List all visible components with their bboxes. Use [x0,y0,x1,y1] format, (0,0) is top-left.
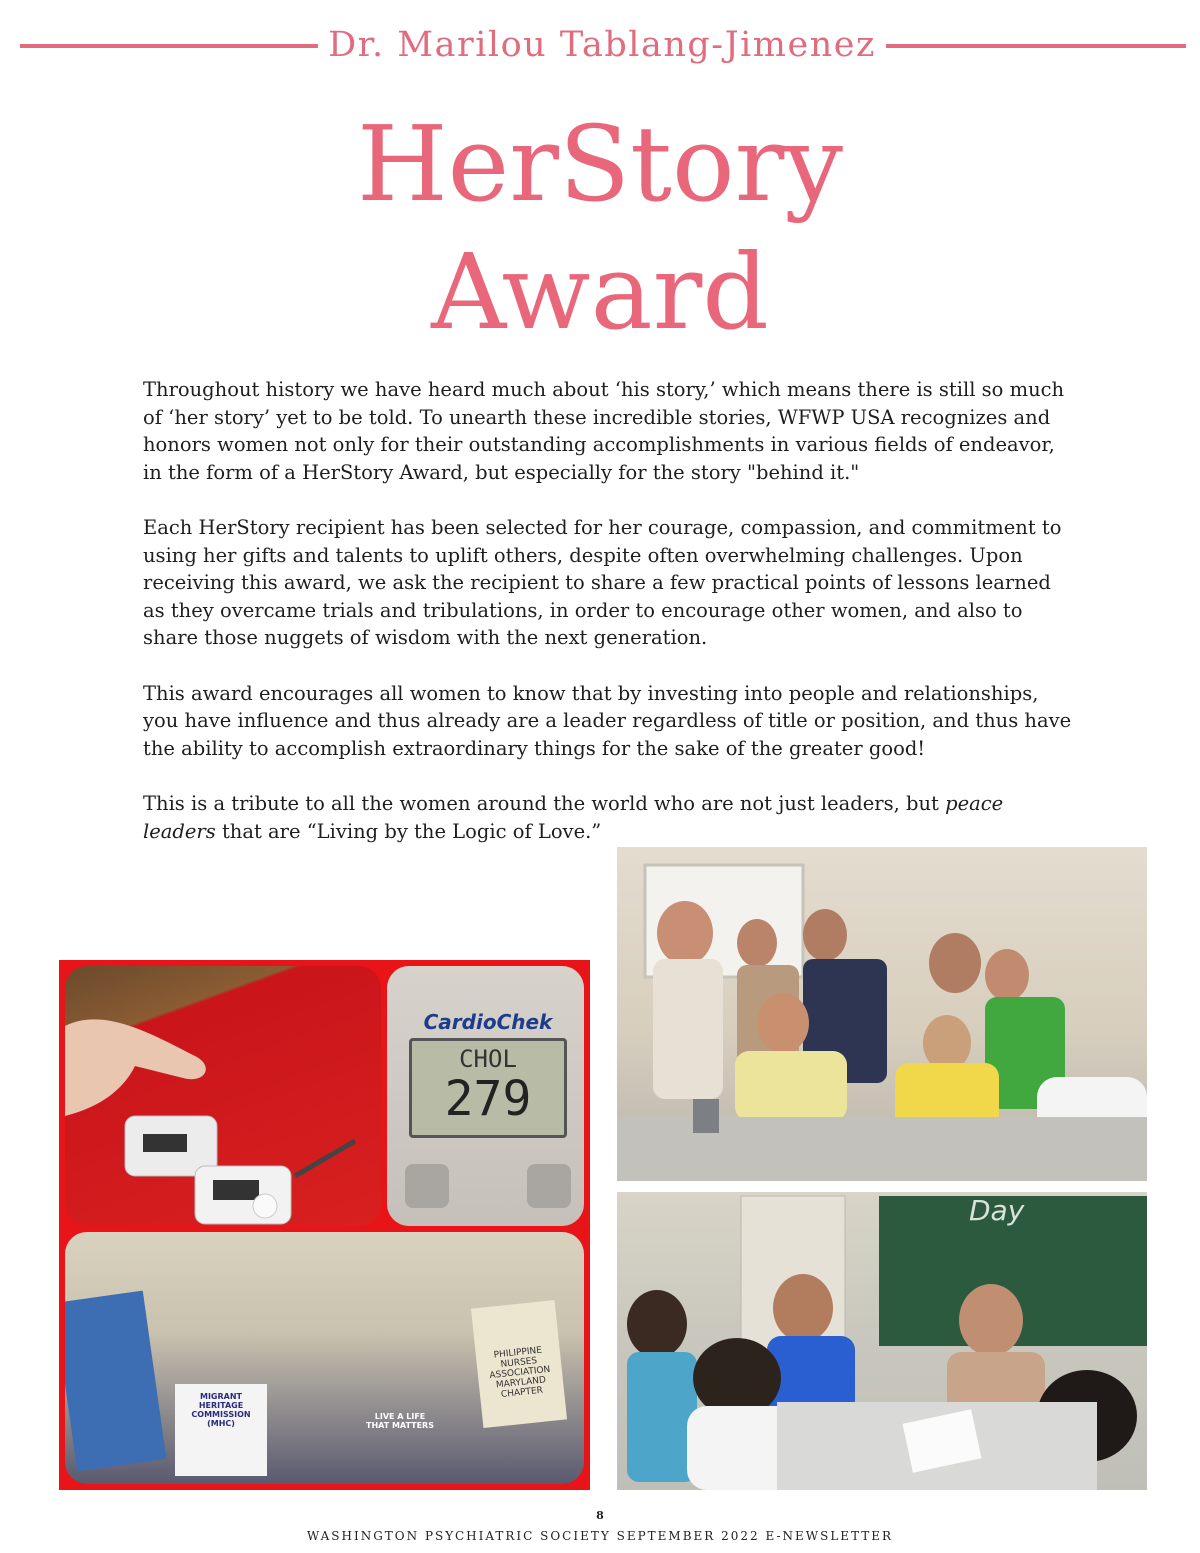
test-kit-photo [65,966,381,1226]
classroom-photo [617,1192,1147,1490]
peace-leaders-emphasis: peace leaders [143,791,1004,843]
shirt-slogan: LIVE A LIFE THAT MATTERS [366,1412,434,1430]
meter-screen [409,1038,567,1138]
paragraph-1: Throughout history we have heard much about ‘his story,’ which means there is still so much of ‘her story’ yet to be told. To unearth these incredible stories, WFWP USA recognizes and honors women not only for their outstanding accomplishments in various fields of endeavor, in the form of a HerStory Award, but especially for the story "behind it." [143,378,1065,484]
paragraph-3: This award encourages all women to know that by investing into people and relationships, you have influence and thus already are a leader regardless of title or position, and thus have the ability to accomplish extraordinary things for the sake of the greater good! [143,681,1072,760]
health-screening-collage-photo [59,960,590,1490]
meter-brand: CardioChek [423,1010,553,1034]
lions-club-banner [65,1291,166,1472]
clinic-group-photo [617,847,1147,1181]
meter-reading-label: CHOL [459,1045,517,1073]
test-kit-illustration [65,966,381,1226]
paragraph-2: Each HerStory recipient has been selected for her courage, compassion, and commitment to using her gifts and talents to uplift others, despite often overwhelming challenges. Upon receiving this award, we ask the recipient to share a few practical points of lessons learned as they overcame trials and tribulations, in order to encourage other women, and also to share those nuggets of wisdom with the next generation. [143,515,1062,650]
award-title-line-1: HerStory [356,103,844,225]
heritage-banner: MIGRANT HERITAGE COMMISSION (MHC) [175,1384,267,1476]
group-with-banners-photo [65,1232,584,1484]
paragraph-4: This is a tribute to all the women around the world who are not just leaders, but peace leaders that are “Living by the Logic of Love.” [143,791,1004,843]
honoree-name: Dr. Marilou Tablang-Jimenez [328,25,876,65]
chalkboard-writing: Day [969,1194,1025,1227]
header-rule-right [886,44,1186,48]
meter-reading-value: 279 [444,1071,532,1127]
page-number: 8 [596,1509,604,1522]
header [20,22,1186,70]
meter-button-left [405,1164,449,1208]
award-title-line-2: Award [431,231,769,353]
classroom-scene-illustration [617,1192,1147,1490]
clinic-scene-illustration [617,847,1147,1181]
cholesterol-meter-photo [387,966,584,1226]
header-rule-left [20,44,318,48]
article-body [143,376,1073,845]
newsletter-footer: WASHINGTON PSYCHIATRIC SOCIETY SEPTEMBER 2022 E-NEWSLETTER [306,1529,894,1543]
nurses-banner: PHILIPPINE NURSES ASSOCIATION MARYLAND CHAPTER [471,1300,567,1428]
meter-button-right [527,1164,571,1208]
